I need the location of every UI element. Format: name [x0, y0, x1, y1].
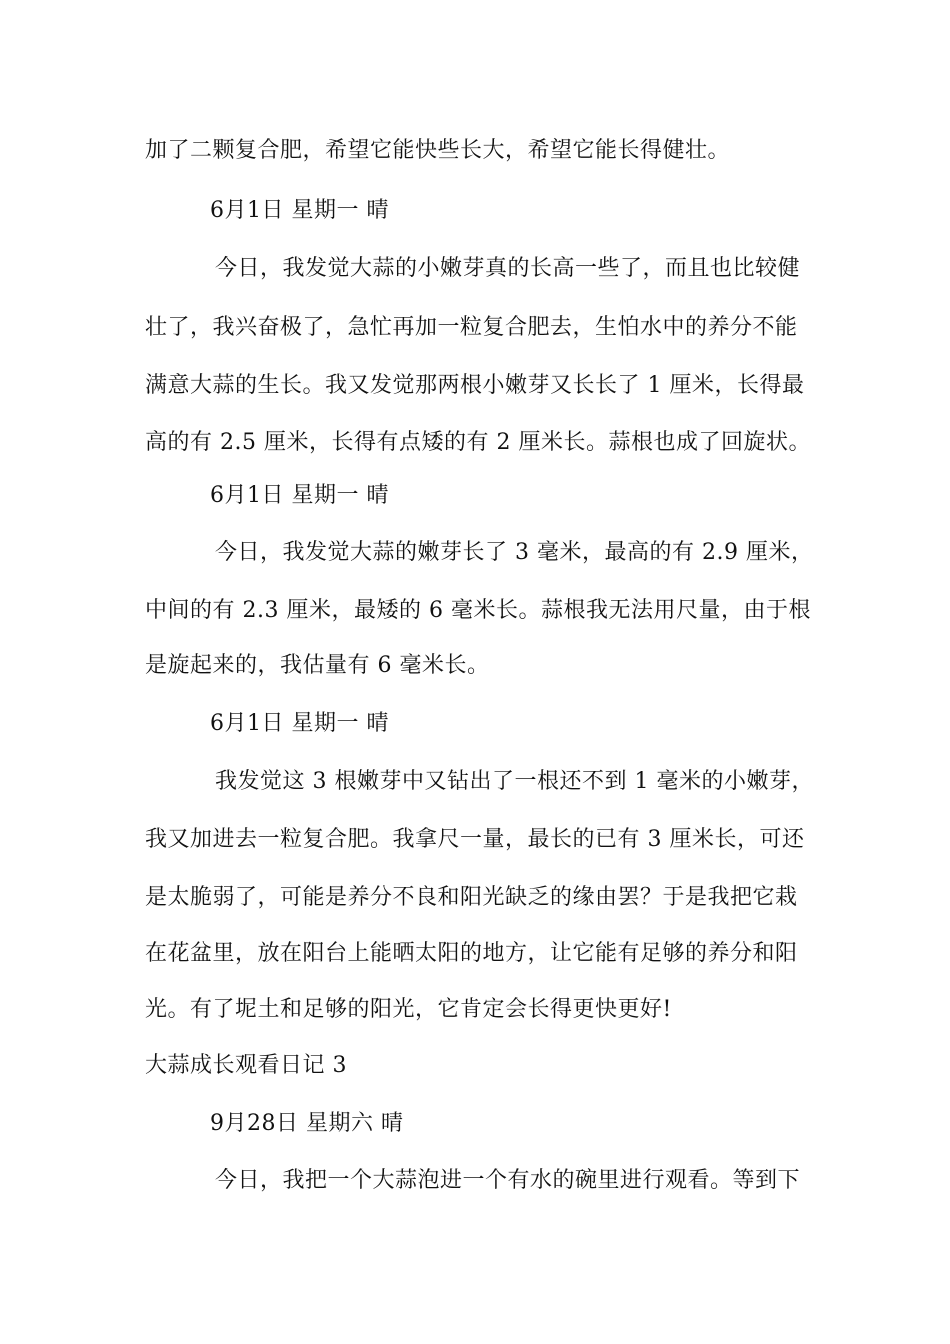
section-title: 大蒜成长观看日记 3 [145, 1053, 347, 1078]
text-line: 光。有了坭土和足够的阳光，它肯定会长得更快更好! [145, 997, 672, 1022]
text-line: 我又加进去一粒复合肥。我拿尺一量，最长的已有 3 厘米长，可还 [145, 827, 805, 852]
text-line: 在花盆里，放在阳台上能晒太阳的地方，让它能有足够的养分和阳 [145, 941, 798, 966]
text-line: 高的有 2.5 厘米，长得有点矮的有 2 厘米长。蒜根也成了回旋状。 [145, 430, 811, 455]
text-line: 今日，我发觉大蒜的嫩芽长了 3 毫米，最高的有 2.9 厘米， [215, 540, 814, 565]
text-line: 中间的有 2.3 厘米，最矮的 6 毫米长。蒜根我无法用尺量，由于根 [145, 598, 811, 623]
text-line: 壮了，我兴奋极了，急忙再加一粒复合肥去，生怕水中的养分不能 [145, 315, 798, 340]
text-line: 今日，我把一个大蒜泡进一个有水的碗里进行观看。等到下 [215, 1168, 801, 1193]
text-line: 我发觉这 3 根嫩芽中又钻出了一根还不到 1 毫米的小嫩芽， [215, 769, 814, 794]
text-line: 是旋起来的，我估量有 6 毫米长。 [145, 653, 490, 678]
date-heading: 6月1日 星期一 晴 [210, 711, 389, 736]
date-heading: 6月1日 星期一 晴 [210, 198, 389, 223]
text-line: 今日，我发觉大蒜的小嫩芽真的长高一些了，而且也比较健 [215, 256, 801, 281]
text-line: 加了二颗复合肥，希望它能快些长大，希望它能长得健壮。 [145, 138, 731, 163]
date-heading: 6月1日 星期一 晴 [210, 483, 389, 508]
text-line: 是太脆弱了，可能是养分不良和阳光缺乏的缘由罢？于是我把它栽 [145, 885, 798, 910]
date-heading: 9月28日 星期六 晴 [210, 1111, 404, 1136]
text-line: 满意大蒜的生长。我又发觉那两根小嫩芽又长长了 1 厘米，长得最 [145, 373, 805, 398]
